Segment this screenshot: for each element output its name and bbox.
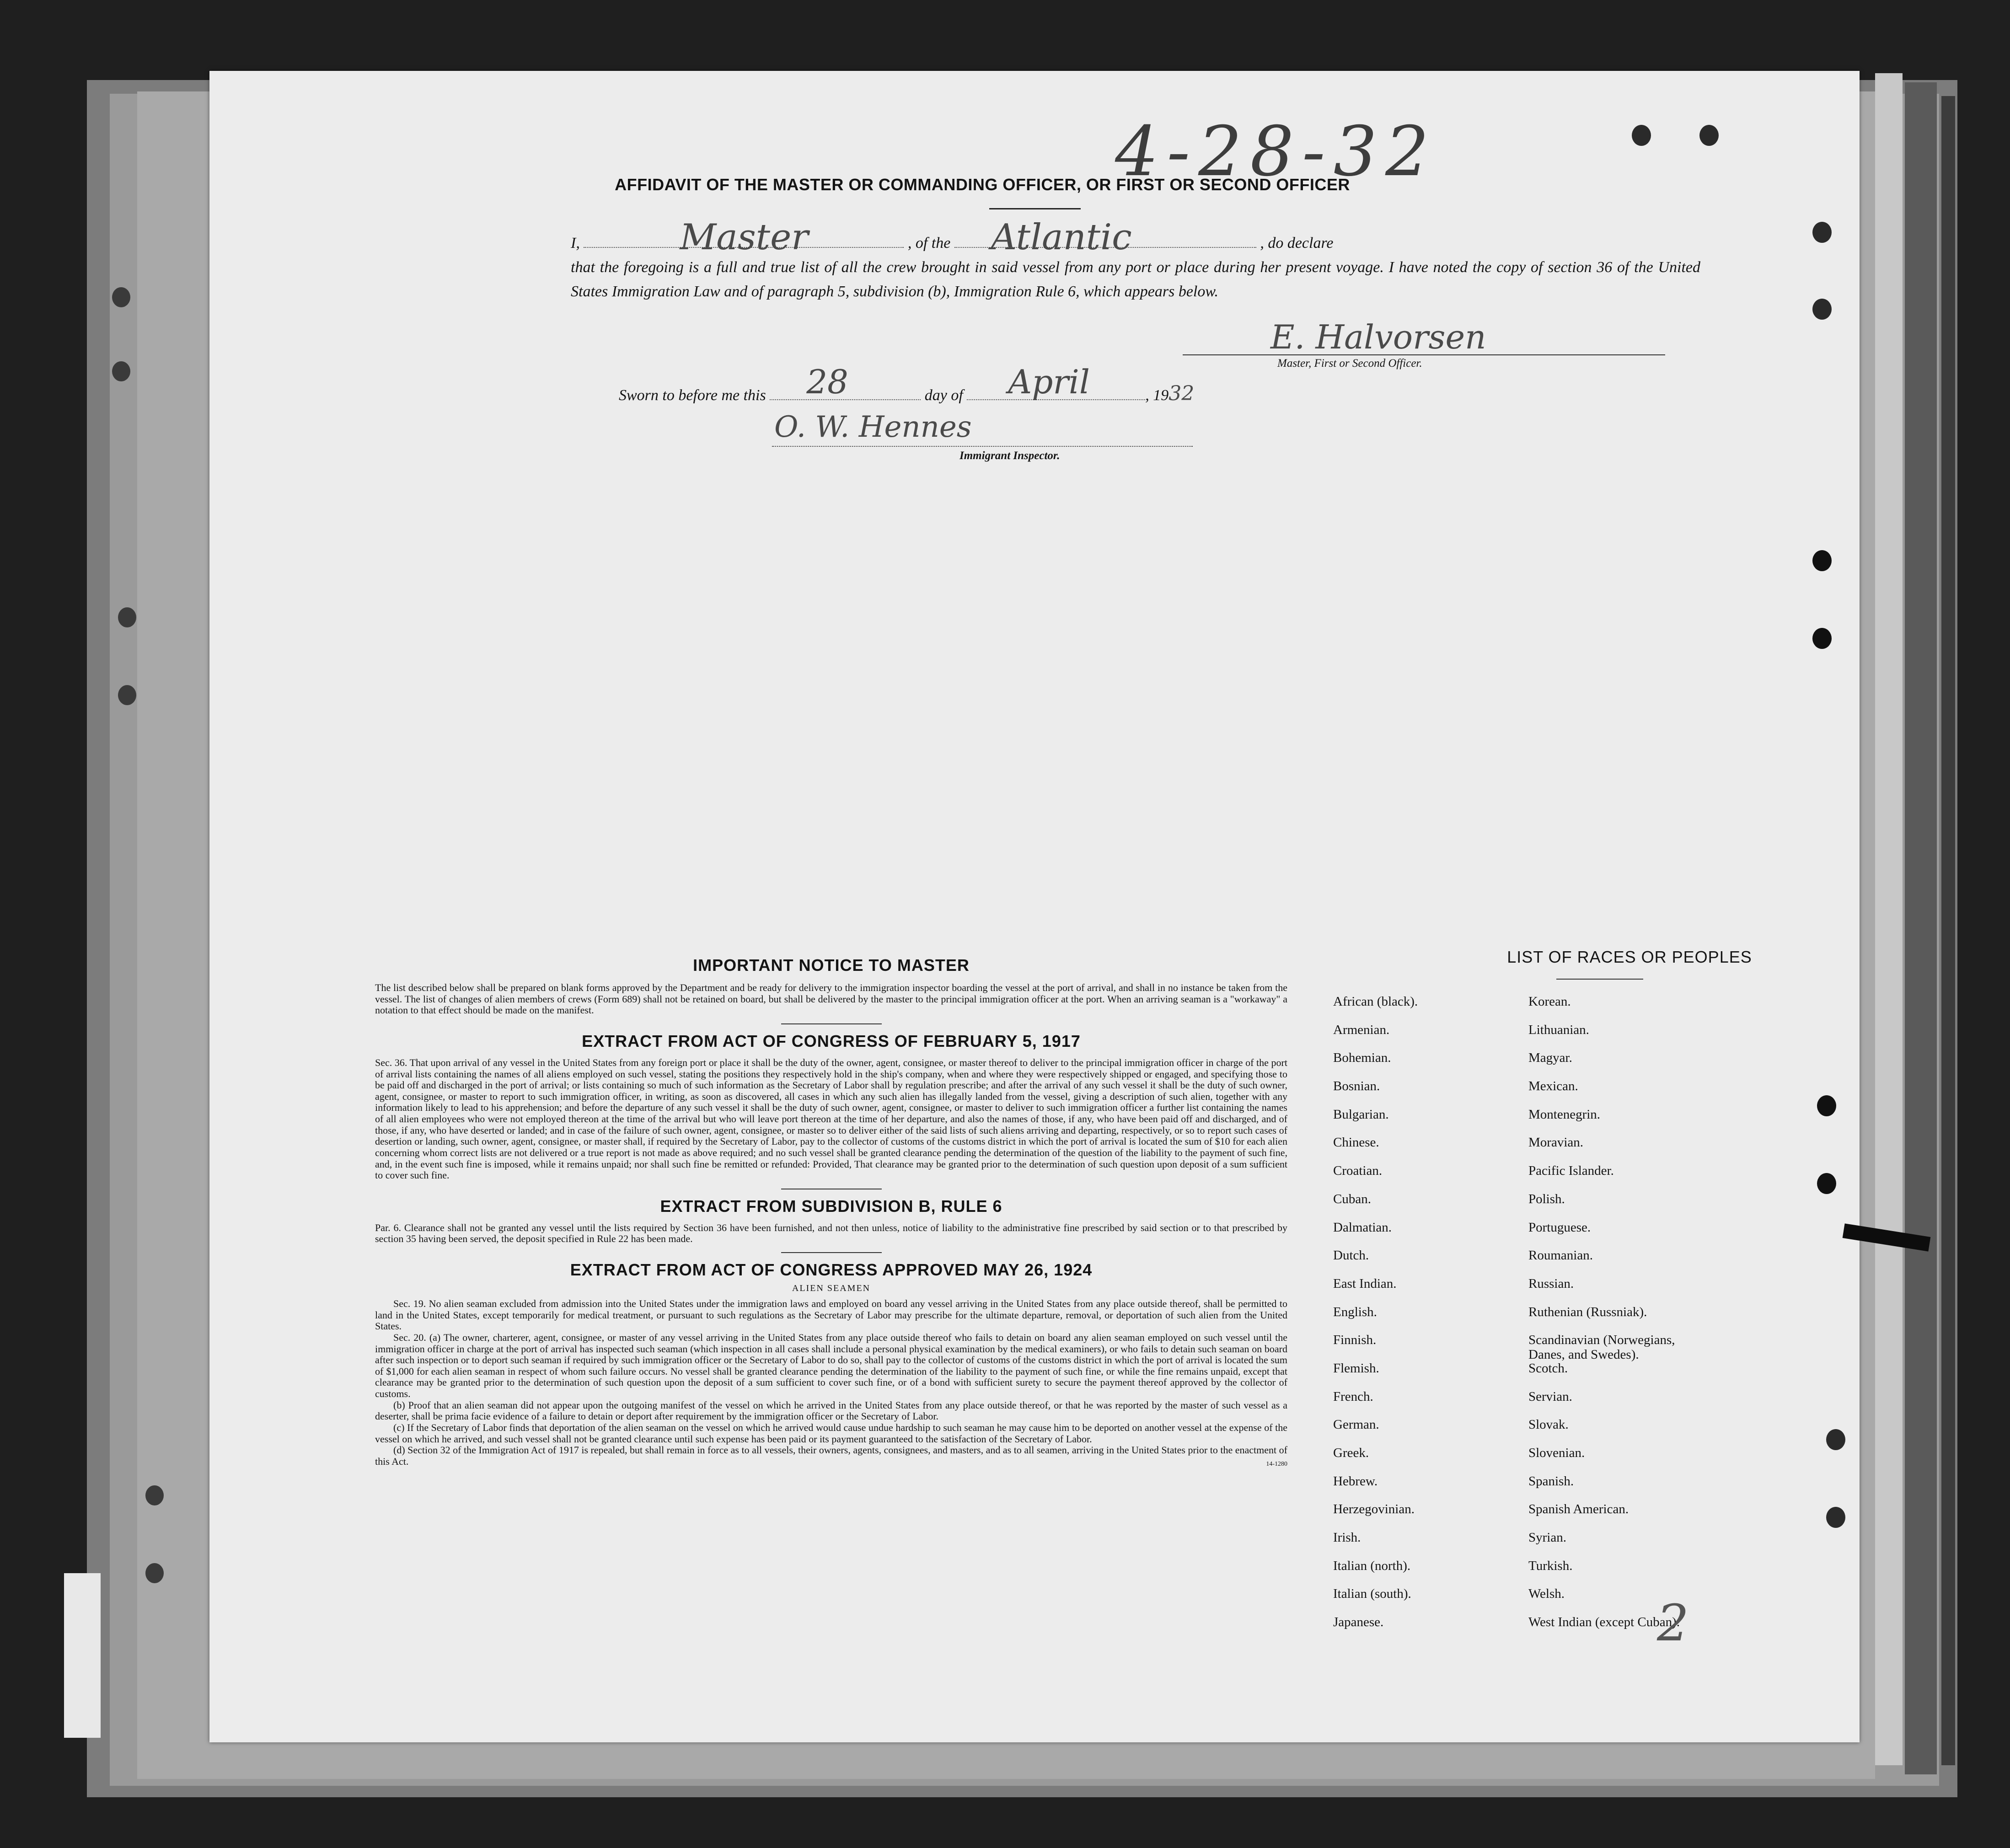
binder-hole xyxy=(1826,1507,1845,1528)
race-item: Turkish. xyxy=(1528,1558,1573,1573)
race-item: Chinese. xyxy=(1333,1135,1379,1150)
sworn-day-field xyxy=(770,363,921,401)
race-item: Hebrew. xyxy=(1333,1473,1378,1489)
vessel-field xyxy=(954,217,1256,258)
race-item: African (black). xyxy=(1333,994,1418,1009)
notice-column xyxy=(375,956,1287,1468)
races-right-column xyxy=(1528,995,1702,1644)
race-item: Japanese. xyxy=(1333,1615,1384,1630)
binding-tabs xyxy=(64,1573,101,1738)
declarant-field xyxy=(584,217,904,258)
binder-hole xyxy=(1826,1429,1845,1450)
page-edge xyxy=(1875,73,1903,1765)
binder-hole xyxy=(1812,550,1832,571)
master-signature: E. Halvorsen xyxy=(1270,318,1486,356)
binder-hole xyxy=(1817,1095,1836,1116)
race-item: Pacific Islander. xyxy=(1528,1163,1614,1178)
page-edge xyxy=(1905,82,1937,1774)
race-item: Bohemian. xyxy=(1333,1050,1391,1066)
race-item: English. xyxy=(1333,1304,1377,1319)
race-item: Ruthenian (Russniak). xyxy=(1528,1304,1647,1319)
inspector-caption: Immigrant Inspector. xyxy=(959,450,1060,462)
section-rule xyxy=(781,1023,882,1024)
affidavit-declaration xyxy=(571,217,1700,304)
extract-rule6-title: EXTRACT FROM SUBDIVISION B, RULE 6 xyxy=(660,1196,1002,1216)
race-item: Portuguese. xyxy=(1528,1220,1591,1235)
race-item: Cuban. xyxy=(1333,1191,1371,1206)
binder-hole xyxy=(1817,1173,1836,1194)
race-item: Spanish American. xyxy=(1528,1502,1629,1517)
affidavit-title: AFFIDAVIT OF THE MASTER OR COMMANDING OFFICER, OR FIRST OR SECOND OFFICER xyxy=(615,175,1350,194)
binder-hole xyxy=(145,1563,164,1583)
extract-1924-para: Sec. 20. (a) The owner, charterer, agent, consignee, or master of any vessel arriving in the United States from any place outside thereof who fails to detain on board any alien seaman employed on such vessel until the immigration officer in charge at the port of arrival has inspected such seaman (which inspection in all cases shall include a personal physical examination by the medical examiners), or who fails to detain such seaman on board after such inspection or to deport such seaman if required by such immigration officer or the Secretary of Labor to do so, shall pay to the collector of customs of the customs district in which the port of arrival is located the sum of $1,000 for each alien seaman in respect of whom such failure occurs. No vessel shall be granted clearance pending the determination of the liability to the payment of such fine, or while the fine remains unpaid, except that clearance may be granted prior to the determination of such question upon the deposit of a sum sufficient to cover such fine, or of a bond with sufficient surety to secure the payment thereof approved by the collector of customs. xyxy=(375,1331,1287,1399)
notice-title: IMPORTANT NOTICE TO MASTER xyxy=(693,956,970,975)
race-item: Italian (north). xyxy=(1333,1558,1411,1573)
race-item: West Indian (except Cuban). xyxy=(1528,1615,1680,1630)
race-item: Lithuanian. xyxy=(1528,1022,1589,1037)
race-item: Bosnian. xyxy=(1333,1079,1380,1094)
race-item: Finnish. xyxy=(1333,1333,1377,1348)
sworn-month-field xyxy=(967,363,1145,401)
vessel-value: Atlantic xyxy=(991,217,1132,258)
race-item: Italian (south). xyxy=(1333,1586,1411,1602)
race-item: Armenian. xyxy=(1333,1022,1390,1037)
section-rule xyxy=(781,1252,882,1253)
affidavit-body: that the foregoing is a full and true list of all the crew brought in said vessel from any port or place during her present voyage. I have noted the copy of section 36 of the United States Immigration Law and of paragraph 5, subdivision (b), Immigration Rule 6, which appears below. xyxy=(571,259,1700,300)
race-item: Scandinavian (Norwegians, Danes, and Swedes). xyxy=(1528,1333,1675,1362)
race-item: Magyar. xyxy=(1528,1050,1572,1066)
sworn-day-value: 28 xyxy=(806,363,848,401)
race-item: Herzegovinian. xyxy=(1333,1502,1415,1517)
race-item: East Indian. xyxy=(1333,1276,1397,1291)
race-item: Slovenian. xyxy=(1528,1446,1585,1460)
races-rule xyxy=(1556,979,1643,980)
race-item: Dalmatian. xyxy=(1333,1220,1392,1235)
affidavit-page xyxy=(209,71,1860,1742)
day-of-label: day of xyxy=(924,387,963,404)
extract-1924-para: (b) Proof that an alien seaman did not appear upon the outgoing manifest of the vessel on which he arrived in the United States from any place outside thereof, or that he was reported by the master of such vessel as a deserter, shall be prima facie evidence of a failure to detain or deport after requirement by the immigration officer or the Secretary of Labor. xyxy=(375,1399,1287,1422)
binder-hole xyxy=(112,361,130,381)
extract-1917-body: Sec. 36. That upon arrival of any vessel in the United States from any foreign port or place it shall be the duty of the owner, agent, consignee, or master thereof to deliver to the principal immigration officer in charge of the port of arrival lists containing the names of all aliens employed on such vessel, stating the positions they respectively hold in the ship's company, when and where they were respectively shipped or engaged, and specifying those to be paid off and discharged in the port of arrival; or lists containing so much of such information as the Secretary of Labor shall by regulation prescribe; and after the arrival of any such vessel it shall be the duty of such owner, agent, consignee, or master to report to such immigration officer, in writing, as soon as discovered, all cases in which any such alien has illegally landed from the vessel, giving a description of such alien, together with any information likely to lead to his apprehension; and before the departure of any such vessel it shall be the duty of such owner, agent, consignee, or master to deliver to such immigration officer a further list containing the names of all alien employees who were not employed thereon at the time of the arrival but who will leave port thereon at the time of her departure, and also the names of those, if any, who have been paid off and discharged, and of those, if any, who have deserted or landed; and in case of the failure of such owner, agent, consignee, or master so to deliver either of the said lists of such aliens arriving and departing, respectively, or so to report such cases of desertion or landing, such owner, agent, consignee, or master shall, if required by the Secretary of Labor, pay to the collector of customs of the customs district in which the port of arrival is located the sum of $10 for each alien concerning whom correct lists are not delivered or a true report is not made as above required; and no such vessel shall be granted clearance pending the determination of the question of the liability to the payment of such fine, and, in the event such fine is imposed, while it remains unpaid; nor shall such fine be remitted or refunded: Provided, That clearance may be granted prior to the determination of such question upon deposit of a sum sufficient to cover such fine. xyxy=(375,1056,1287,1181)
extract-1924-para: (c) If the Secretary of Labor finds that deportation of the alien seaman on the vessel on which he arrived would cause undue hardship to such seaman he may cause him to be deported on another vessel at the expense of the vessel on which he arrived, and such vessel shall not be granted clearance until such expense has been paid or its payment guaranteed to the satisfaction of the Secretary of Labor. xyxy=(375,1421,1287,1445)
extract-rule6-body: Par. 6. Clearance shall not be granted any vessel until the lists required by Section 36 have been furnished, and not then unless, notice of liability to the administrative fine prescribed by said section or to that prescribed by section 35 having been served, the deposit specified in Rule 22 has been made. xyxy=(375,1221,1287,1245)
race-item: Polish. xyxy=(1528,1191,1565,1206)
notice-body: The list described below shall be prepared on blank forms approved by the Department and be ready for delivery to the immigration inspector boarding the vessel at the port of arrival, and shall in no instance be taken from the vessel. The list of changes of alien members of crews (Form 689) shall not be retained on board, but shall be delivered by the master to the principal immigration officer at the port. When an arriving seaman is a "workaway" a notation to that effect should be made on the manifest. xyxy=(375,982,1287,1016)
race-item: Russian. xyxy=(1528,1276,1574,1291)
extract-1924-para: (d) Section 32 of the Immigration Act of 1917 is repealed, but shall remain in force as to all vessels, their owners, agents, consignees, and masters, and as to all seamen, arriving in the United States prior to the enactment of this Act. xyxy=(375,1444,1287,1467)
extract-1924-para: Sec. 19. No alien seaman excluded from admission into the United States under the immigration laws and employed on board any vessel arriving in the United States from any place outside thereof, shall be permitted to land in the United States, except temporarily for medical treatment, or pursuant to such regulations as the Secretary of Labor may prescribe for the ultimate departure, removal, or deportation of such alien from the United States. xyxy=(375,1298,1287,1332)
declarant-value: Master xyxy=(680,217,809,258)
binder-hole xyxy=(1632,125,1651,146)
extract-1924-title: EXTRACT FROM ACT OF CONGRESS APPROVED MAY 26, 1924 xyxy=(570,1260,1093,1279)
race-item: Welsh. xyxy=(1528,1586,1565,1602)
race-item: Servian. xyxy=(1528,1389,1572,1404)
races-title: LIST OF RACES OR PEOPLES xyxy=(1507,948,1752,966)
margin-mark: 2 xyxy=(1657,1594,1689,1652)
inspector-signature: O. W. Hennes xyxy=(774,410,972,444)
title-rule xyxy=(989,208,1081,209)
form-number: 14-1280 xyxy=(1266,1461,1287,1468)
year-prefix: , 19 xyxy=(1145,387,1169,404)
race-item: Syrian. xyxy=(1528,1530,1566,1545)
race-item: Scotch. xyxy=(1528,1361,1568,1376)
binder-hole xyxy=(118,607,136,627)
race-item: Montenegrin. xyxy=(1528,1107,1601,1122)
extract-1924-subtitle: ALIEN SEAMEN xyxy=(792,1283,871,1293)
page-edge xyxy=(1941,96,1955,1765)
race-item: Roumanian. xyxy=(1528,1248,1593,1263)
race-item: Dutch. xyxy=(1333,1248,1369,1263)
binder-hole xyxy=(1812,628,1832,649)
sworn-line xyxy=(619,363,1195,405)
sworn-month-value: April xyxy=(1008,363,1090,401)
race-item: Moravian. xyxy=(1528,1135,1583,1150)
binder-hole xyxy=(1699,125,1719,146)
of-the-label: , of the xyxy=(907,235,951,252)
binder-hole xyxy=(1812,299,1832,320)
declarant-label: I, xyxy=(571,235,580,252)
do-declare-label: , do declare xyxy=(1260,235,1334,252)
binder-hole xyxy=(118,685,136,705)
race-item: French. xyxy=(1333,1389,1373,1404)
race-item: Mexican. xyxy=(1528,1079,1578,1094)
binder-hole xyxy=(145,1485,164,1505)
race-item: Spanish. xyxy=(1528,1473,1574,1489)
race-item: Irish. xyxy=(1333,1530,1361,1545)
extract-1917-title: EXTRACT FROM ACT OF CONGRESS OF FEBRUARY 5, 1917 xyxy=(582,1031,1081,1050)
sworn-label: Sworn to before me this xyxy=(619,387,766,404)
race-item: Slovak. xyxy=(1528,1417,1569,1432)
handwritten-date: 4-28-32 xyxy=(1115,112,1437,192)
race-item: Korean. xyxy=(1528,994,1571,1009)
year-suffix: 32 xyxy=(1168,382,1195,405)
signature-caption: Master, First or Second Officer. xyxy=(1277,357,1422,370)
race-item: Bulgarian. xyxy=(1333,1107,1389,1122)
binder-hole xyxy=(112,287,130,307)
race-item: German. xyxy=(1333,1417,1379,1432)
binder-hole xyxy=(1812,222,1832,243)
inspector-line xyxy=(772,446,1193,447)
race-item: Greek. xyxy=(1333,1446,1369,1460)
races-left-column xyxy=(1333,995,1418,1644)
race-item: Flemish. xyxy=(1333,1361,1379,1376)
race-item: Croatian. xyxy=(1333,1163,1383,1178)
